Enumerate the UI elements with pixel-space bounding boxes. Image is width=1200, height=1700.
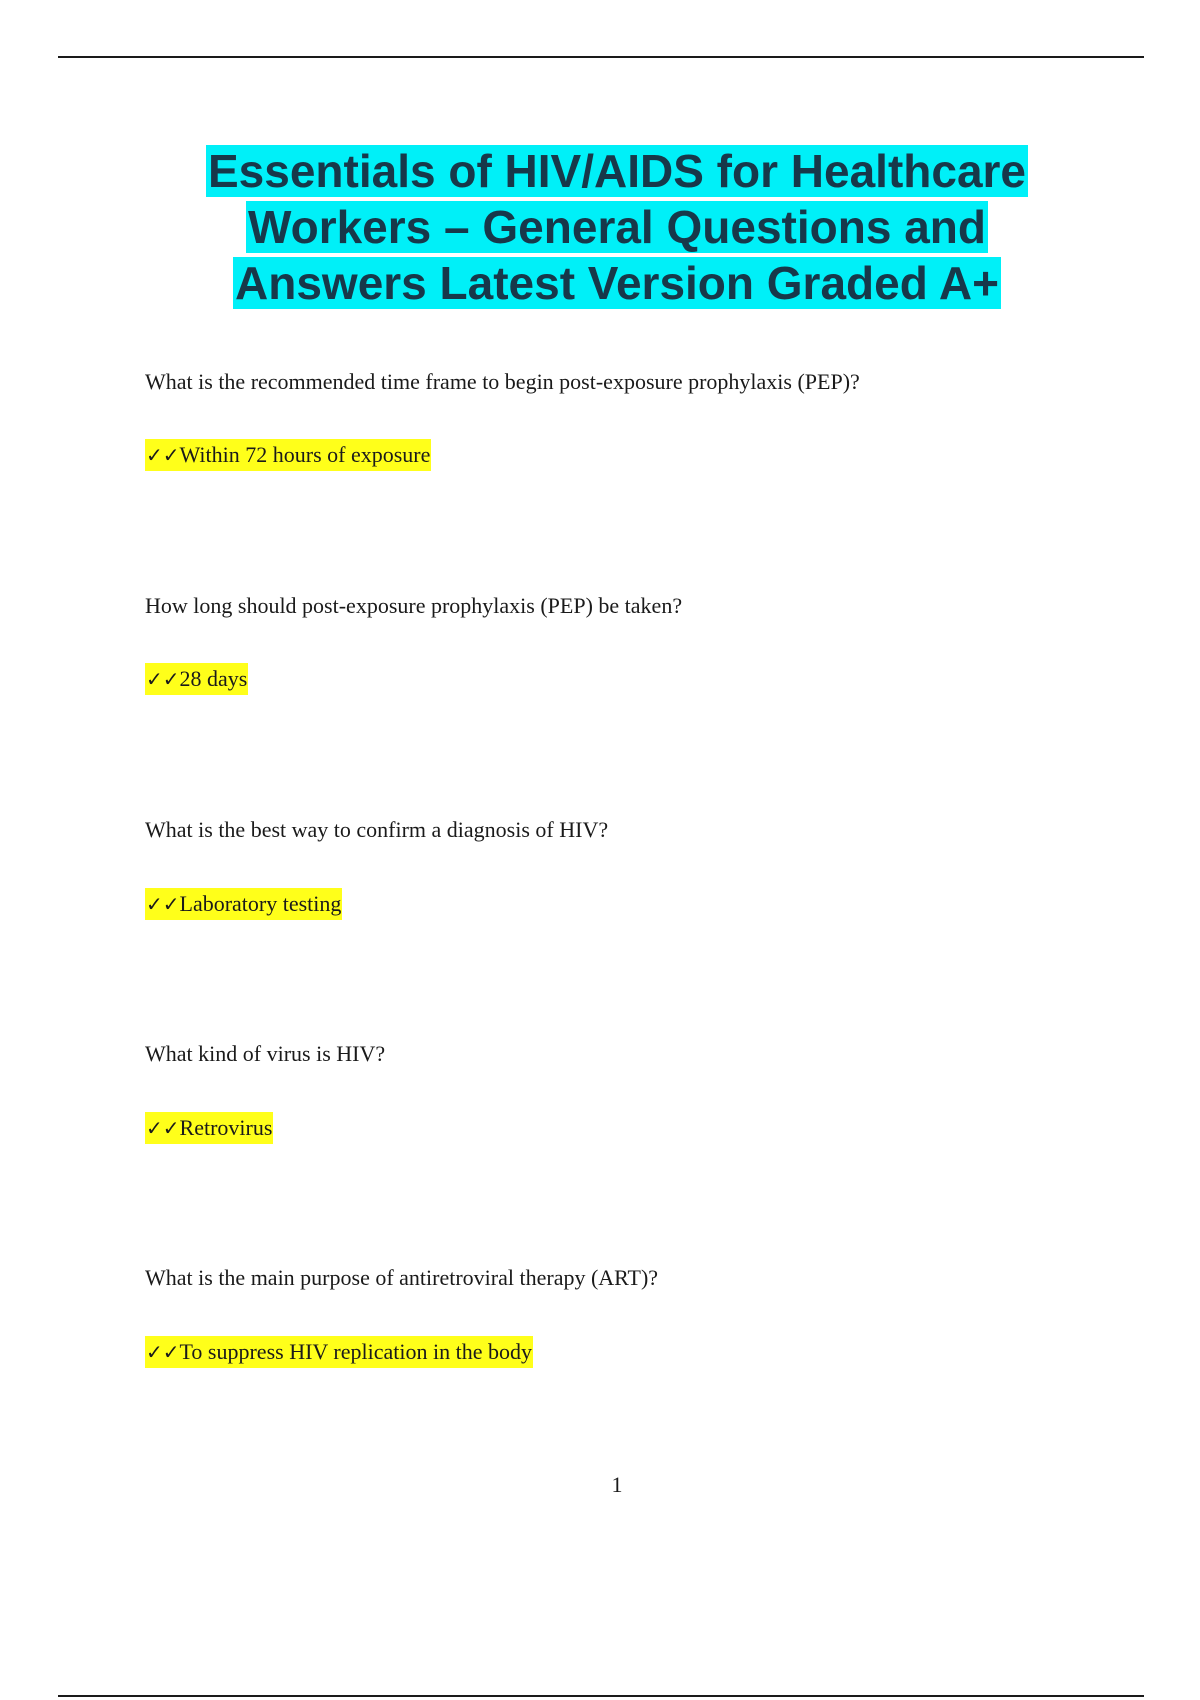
answer-text [145,1112,273,1144]
bottom-rule [58,1695,1144,1697]
top-rule [58,56,1144,58]
answer-label: To suppress HIV replication in the body [179,1339,532,1364]
answer-label: Within 72 hours of exposure [179,442,431,467]
question-text: What is the recommended time frame to begin post-exposure prophylaxis (PEP)? [145,369,860,394]
question-text: What kind of virus is HIV? [145,1041,386,1066]
question-text: What is the best way to confirm a diagnosis of HIV? [145,817,609,842]
answer-label: Retrovirus [179,1115,273,1140]
page-number: 1 [611,1472,623,1497]
double-check-icon: ✓✓ [146,892,180,916]
double-check-icon: ✓✓ [146,443,180,467]
answer-text [145,1336,533,1368]
double-check-icon: ✓✓ [146,667,180,691]
question-text: How long should post-exposure prophylaxis (PEP) be taken? [145,593,683,618]
answer-label: 28 days [179,666,248,691]
answer-label: Laboratory testing [179,891,342,916]
answer-text [145,663,248,695]
title-container [0,143,1200,311]
question-text: What is the main purpose of antiretroviral therapy (ART)? [145,1265,659,1290]
document-title: Essentials of HIV/AIDS for Healthcare Workers – General Questions and Answers Latest Version Graded A+ [207,145,1027,309]
answer-text [145,439,431,471]
double-check-icon: ✓✓ [146,1340,180,1364]
double-check-icon: ✓✓ [146,1116,180,1140]
answer-text [145,888,342,920]
